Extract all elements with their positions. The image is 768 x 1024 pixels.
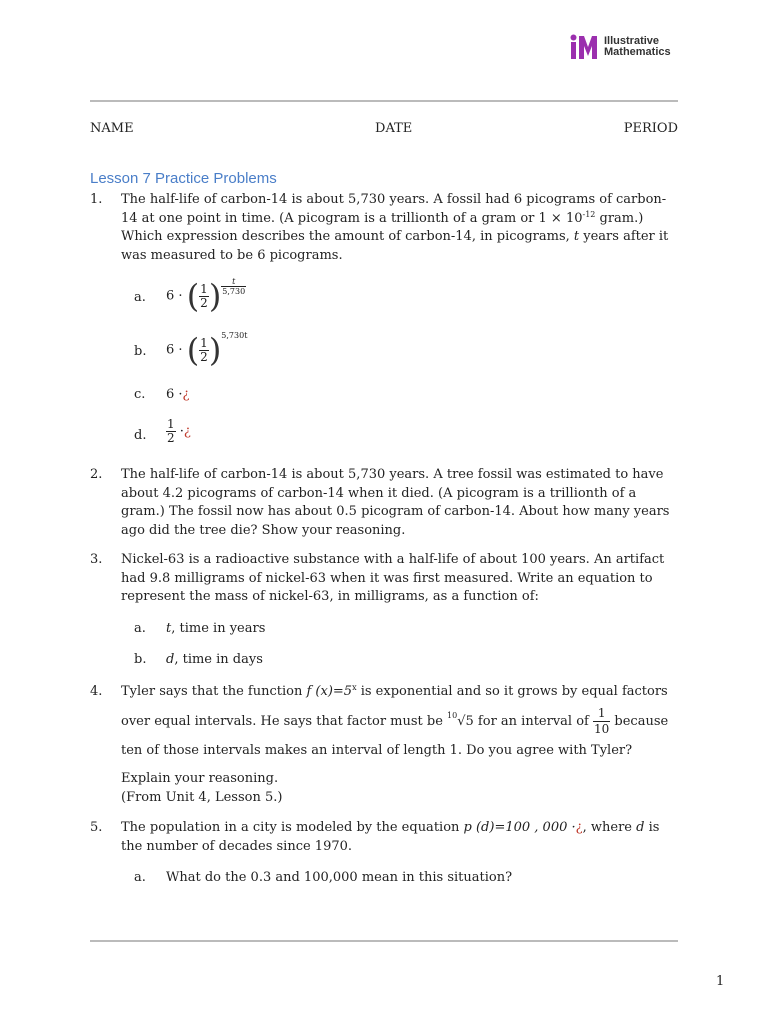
period-label: PERIOD [623, 121, 678, 136]
problem-1 [90, 191, 680, 265]
top-rule [90, 100, 678, 102]
problem-3-part-a: a. t, time in years [134, 621, 266, 636]
option-b: b. 6 · ( $\frac{1}{2}$ )$^{5,730t}$ [134, 331, 248, 369]
problem-2: 2. The half-life of carbon-14 is about 5,730 years. A tree fossil was estimated to have about 4.2 picograms of carbon-14 when it died. (A picogram is a trillionth of a gram.) The fossil now has about 0.5 picogram of carbon-14. About how many years ago did the tree die? Show your reasoning. [90, 467, 670, 538]
logo-text: Illustrative Mathematics [604, 35, 671, 58]
problem-4: 4. Tyler says that the function f $(x)=5^x$ is exponential and so it grows by equal factors over equal intervals. He says that factor must be $^{10}$√5 for an interval of $\frac{1}{10}$ because ten of those intervals makes an interval of length 1. Do you agree with Tyler? Explain your reasoning. [90, 683, 669, 786]
page-title: Lesson 7 Practice Problems [90, 170, 277, 187]
logo [570, 34, 671, 60]
problem-3-part-b: b. d, time in days [134, 652, 263, 667]
option-d: d. $\frac{1}{2}$ ·¿ [134, 417, 191, 445]
date-label: DATE [375, 121, 413, 136]
name-date-period-row [90, 121, 678, 136]
im-logo-icon [570, 34, 600, 60]
problem-5: 5. The population in a city is modeled by the equation p (d)=100 , 000 ·¿, where d is the number of decades since 1970. [90, 820, 660, 854]
problem-number: 1. [90, 192, 103, 207]
problem-4-source: (From Unit 4, Lesson 5.) [121, 790, 283, 805]
page-number: 1 [716, 974, 725, 989]
problem-text: The half-life of carbon-14 is about 5,730 years. A fossil had 6 picograms of carbon-14 at one point in time. (A picogram is a trillionth of a gram or $1 \times 10^{-12}$ gram.) Which expression describes the amount of carbon-14, in picograms, t years after it was measured to be 6 picograms. [121, 192, 669, 263]
problem-5-part-a: a. What do the 0.3 and 100,000 mean in this situation? [134, 870, 513, 885]
problem-3: 3. Nickel-63 is a radioactive substance with a half-life of about 100 years. An artifact had 9.8 milligrams of nickel-63 when it was first measured. Write an equation to represent the mass of nickel-63, in milligrams, as a function of: [90, 552, 665, 604]
bottom-rule [90, 940, 678, 942]
name-label: NAME [90, 121, 134, 136]
option-c: c. 6 ·¿ [134, 387, 190, 402]
option-a: a. 6 · ( $\frac{1}{2}$ ) $\frac{t}{5,730}$ [134, 277, 246, 315]
